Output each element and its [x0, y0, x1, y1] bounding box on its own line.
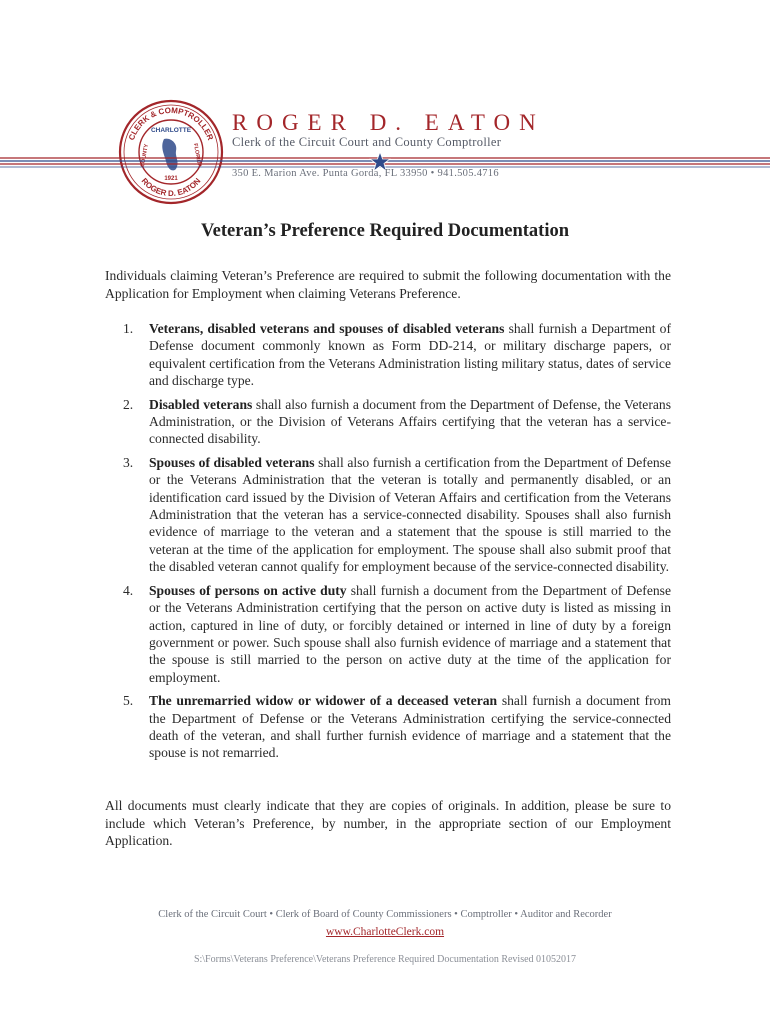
- list-item: [105, 692, 671, 762]
- item-heading: Spouses of persons on active duty: [149, 582, 347, 598]
- seal-top-text: CLERK & COMPTROLLER: [126, 105, 216, 142]
- item-text: shall also furnish a document from the Department of Defense, the Veterans Administration, or the Division of Veterans Affairs certifying that the veteran has a service-connected disability.: [149, 396, 671, 447]
- seal-county: CHARLOTTE: [150, 127, 192, 134]
- footer-website-link[interactable]: www.CharlotteClerk.com: [325, 926, 445, 938]
- item-heading: Disabled veterans: [149, 396, 253, 412]
- item-text: shall also furnish a certification from the Department of Defense or the Veterans Administration that the veteran is totally and permanently disabled, or an identification card issued by the Division of Veteran Affairs and certification from the Veterans Administration that the veteran has a service-connected disability. Spouses shall also furnish evidence of marriage to the veteran and a statement that the spouse is still married to the veteran at the time of the application for employment. The spouse shall also submit proof that the disabled veteran cannot qualify for employment because of the service-connected disability.: [149, 454, 671, 575]
- letterhead-address: 350 E. Marion Ave. Punta Gorda, FL 33950 • 941.505.4716: [232, 168, 499, 179]
- item-heading: Veterans, disabled veterans and spouses of disabled veterans: [149, 321, 505, 336]
- closing-paragraph: All documents must clearly indicate that they are copies of originals. In addition, please be sure to include which Veteran’s Preference, by number, in the appropriate section of our Employment Application.: [105, 798, 671, 848]
- item-heading: Spouses of disabled veterans: [149, 454, 315, 470]
- seal-side-left: COUNTY: [139, 143, 150, 168]
- intro-paragraph: Individuals claiming Veteran’s Preference are required to submit the following documentation with the Application for Employment when claiming Veterans Preference.: [105, 268, 671, 301]
- footer-roles: Clerk of the Circuit Court • Clerk of Board of County Commissioners • Comptroller • Auditor and Recorder: [158, 909, 612, 920]
- seal-side-right: FLORIDA: [191, 142, 203, 169]
- item-number: 2.: [123, 396, 134, 412]
- item-number: 5.: [123, 693, 134, 709]
- item-number: 4.: [123, 582, 134, 598]
- item-text: shall furnish a document from the Department of Defense or the Veterans Administration certifying that the person on active duty is listed as missing in action, captured in line of duty, or forcibly detained or interned in line of duty by a foreign government or power. Such spouse shall also furnish evidence of marriage and a statement that the spouse is still married to the person on active duty at the time of the application for employment.: [149, 582, 671, 685]
- county-seal: [118, 99, 224, 205]
- item-number: 1.: [123, 321, 134, 336]
- item-heading: The unremarried widow or widower of a deceased veteran: [149, 693, 498, 709]
- letterhead-subtitle: Clerk of the Circuit Court and County Comptroller: [232, 135, 502, 149]
- item-number: 3.: [123, 454, 134, 470]
- item-text: shall furnish a Department of Defense document commonly known as Form DD-214, or military discharge papers, or equivalent certification from the Veterans Administration listing military status, dates of service and discharge type.: [149, 321, 671, 389]
- document-title: Veteran’s Preference Required Documentation: [200, 221, 570, 241]
- requirements-list: [105, 320, 671, 768]
- list-item: [105, 396, 671, 448]
- footer-file-path: S:\Forms\Veterans Preference\Veterans Preference Required Documentation Revised 01052017: [193, 954, 577, 965]
- list-item: [105, 454, 671, 576]
- seal-bottom-text: ROGER D. EATON: [139, 176, 203, 199]
- item-text: shall furnish a document from the Department of Defense or the Veterans Administration certifying the service-connected death of the veteran, and shall further furnish evidence of marriage and a statement that the spouse is not remarried.: [149, 693, 671, 761]
- seal-year: 1921: [164, 176, 178, 182]
- letterhead-name: ROGER D. EATON: [232, 110, 545, 135]
- list-item: [105, 582, 671, 686]
- list-item: [105, 320, 671, 390]
